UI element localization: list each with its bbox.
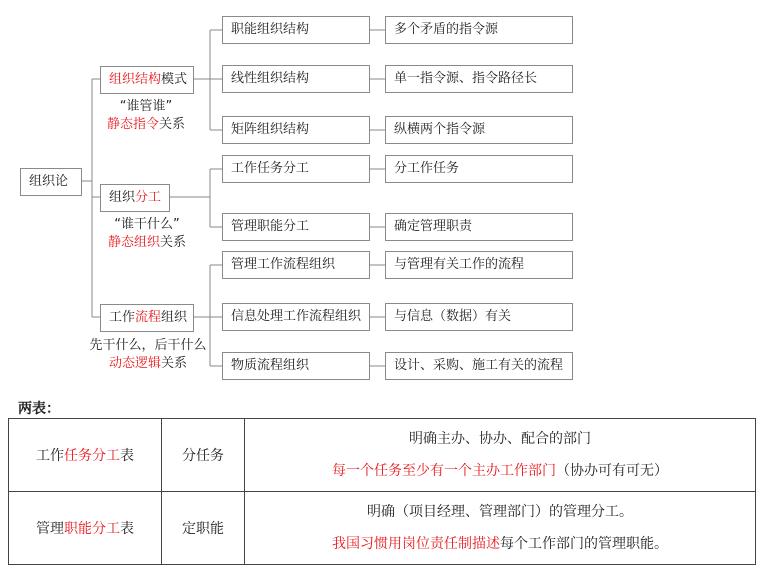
- desc-node: [385, 303, 573, 331]
- branch-label-red: 流程: [135, 310, 162, 325]
- table-desc-line1: 明确（项目经理、管理部门）的管理分工。: [367, 504, 633, 520]
- desc-node: [385, 116, 573, 144]
- branch-workflow-org: [100, 304, 194, 332]
- note-relation: [84, 355, 212, 373]
- table-name-black: 工作: [36, 448, 64, 464]
- table-name-suffix: 表: [120, 448, 134, 464]
- desc-node: [385, 251, 573, 279]
- note-line: “谁管谁”: [119, 99, 173, 114]
- child-node: [222, 352, 370, 380]
- branch-note-2: [100, 216, 194, 252]
- two-tables: [8, 418, 756, 565]
- child-node: [222, 116, 370, 144]
- branch-org-division: [100, 184, 170, 212]
- child-label: 物质流程组织: [231, 358, 310, 373]
- child-label: 线性组织结构: [231, 71, 310, 86]
- note-relation-red: 静态指令: [106, 117, 159, 132]
- desc-label: 分工作任务: [394, 161, 460, 176]
- desc-node: [385, 16, 573, 44]
- table-desc-line2: [253, 455, 747, 487]
- branch-note-1: [104, 98, 188, 134]
- table-row: [9, 492, 756, 565]
- table-desc-red: 我国习惯用岗位责任制描述: [332, 536, 500, 552]
- branch-label-red: 分工: [135, 190, 162, 205]
- branch-label-black-2: 组织: [161, 310, 188, 325]
- child-node: [222, 65, 370, 93]
- table-desc-red: 每一个任务至少有一个主办工作部门: [332, 463, 556, 479]
- desc-node: [385, 213, 573, 241]
- child-node: [222, 303, 370, 331]
- note-relation-black: 关系: [161, 356, 188, 371]
- desc-label: 与信息（数据）有关: [394, 309, 512, 324]
- branch-org-structure: [100, 66, 194, 94]
- branch-note-3: [84, 337, 212, 373]
- branch-label-black: 模式: [161, 72, 188, 87]
- note-relation-black: 关系: [160, 235, 187, 250]
- table-name-red: 职能分工: [64, 521, 120, 537]
- child-label: 信息处理工作流程组织: [231, 309, 362, 324]
- table-row: [9, 419, 756, 492]
- table-func: 定职能: [182, 521, 224, 537]
- child-label: 工作任务分工: [231, 161, 310, 176]
- child-label: 管理工作流程组织: [231, 257, 336, 272]
- root-node: [20, 168, 82, 196]
- note-relation: [100, 234, 194, 252]
- desc-label: 与管理有关工作的流程: [394, 257, 525, 272]
- desc-node: [385, 65, 573, 93]
- root-label: 组织论: [29, 174, 69, 189]
- table-func: 分任务: [182, 448, 224, 464]
- note-relation-red: 静态组织: [107, 235, 160, 250]
- branch-label-red: 组织结构: [109, 72, 162, 87]
- note-relation: [104, 116, 188, 134]
- desc-label: 单一指令源、指令路径长: [394, 71, 538, 86]
- table-desc-black: （协办可有可无）: [556, 463, 668, 479]
- child-label: 矩阵组织结构: [231, 122, 310, 137]
- table-desc-line1: 明确主办、协办、配合的部门: [409, 431, 591, 447]
- desc-node: [385, 155, 573, 183]
- table-name-red: 任务分工: [64, 448, 120, 464]
- desc-label: 多个矛盾的指令源: [394, 22, 499, 37]
- table-name-cell: [9, 419, 162, 492]
- table-name-black: 管理: [36, 521, 64, 537]
- branch-label-black: 组织: [109, 190, 136, 205]
- child-node: [222, 155, 370, 183]
- desc-label: 纵横两个指令源: [394, 122, 486, 137]
- table-func-cell: [162, 419, 245, 492]
- child-label: 管理职能分工: [231, 219, 310, 234]
- child-node: [222, 213, 370, 241]
- note-relation-black: 关系: [159, 117, 186, 132]
- desc-node: [385, 352, 573, 380]
- table-desc-black: 每个工作部门的管理职能。: [500, 536, 668, 552]
- table-desc-cell: [245, 419, 756, 492]
- table-name-cell: [9, 492, 162, 565]
- table-desc-line2: [253, 528, 747, 560]
- child-node: [222, 251, 370, 279]
- branch-label-black: 工作: [109, 310, 136, 325]
- child-node: [222, 16, 370, 44]
- desc-label: 设计、采购、施工有关的流程: [394, 358, 564, 373]
- desc-label: 确定管理职责: [394, 219, 473, 234]
- tables-title: 两表：: [18, 401, 60, 417]
- child-label: 职能组织结构: [231, 22, 310, 37]
- note-line: “谁干什么”: [114, 217, 180, 232]
- note-line: 先干什么，后干什么: [89, 338, 207, 353]
- note-relation-red: 动态逻辑: [108, 356, 161, 371]
- table-desc-cell: [245, 492, 756, 565]
- table-name-suffix: 表: [120, 521, 134, 537]
- table-func-cell: [162, 492, 245, 565]
